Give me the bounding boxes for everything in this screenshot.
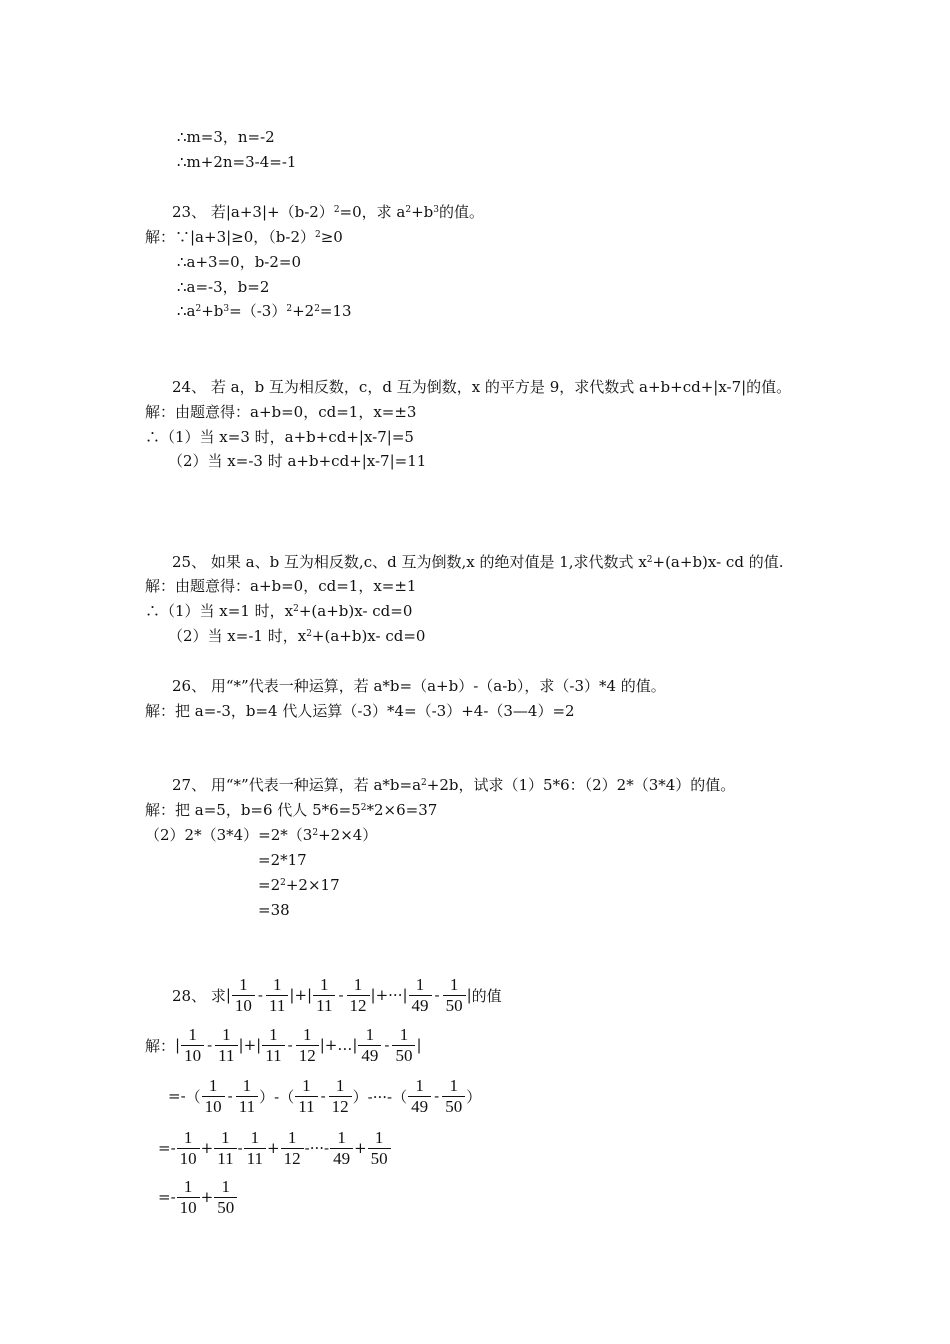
fraction bbox=[262, 1025, 284, 1066]
fraction-numerator: 1 bbox=[313, 975, 335, 996]
fraction bbox=[215, 1025, 237, 1066]
fraction-numerator: 1 bbox=[442, 1076, 465, 1097]
solution-line: =38 bbox=[258, 901, 290, 919]
fraction bbox=[266, 975, 288, 1016]
absolute-bar: | bbox=[225, 986, 231, 1004]
question-23: 23、 若$|a+3|+(b-2)^2=0$，求 $a^2+b^3$的值。 bbox=[172, 203, 485, 221]
absolute-bar: | bbox=[289, 986, 295, 1004]
math-text: ）-···-（ bbox=[352, 1087, 408, 1106]
question-27: 27、 用“*”代表一种运算，若 $a*b=a^2+2b$，试求（1）5*6：（2）2*（3*4）的值。 bbox=[172, 776, 736, 794]
math-text: - bbox=[227, 1087, 233, 1105]
fraction-numerator: 1 bbox=[296, 1025, 319, 1046]
fraction bbox=[177, 1128, 200, 1169]
fraction-numerator: 1 bbox=[358, 1025, 381, 1046]
fraction-denominator: 12 bbox=[349, 995, 367, 1015]
fraction-numerator: 1 bbox=[214, 1128, 236, 1149]
fraction-denominator: 49 bbox=[411, 995, 429, 1015]
fraction-denominator: 10 bbox=[234, 995, 252, 1015]
fraction bbox=[295, 1076, 317, 1117]
math-text: - bbox=[434, 1087, 440, 1105]
solution-line: 解：把 a=5，b=6 代人 $5*6=5^2*2\times 6=37$ bbox=[145, 801, 438, 819]
solution-line: ∴m=3，n=-2 bbox=[177, 128, 275, 146]
math-text: ） bbox=[259, 1087, 275, 1106]
fraction-denominator: 12 bbox=[283, 1148, 301, 1168]
solution-line: =2*17 bbox=[258, 851, 307, 869]
solution-line: $\therefore a^2+b^3=(-3)^2+2^2=13$ bbox=[177, 302, 352, 320]
fraction bbox=[214, 1177, 237, 1218]
absolute-bar: | bbox=[402, 986, 408, 1004]
fraction-numerator: 1 bbox=[392, 1025, 415, 1046]
fraction-numerator: 1 bbox=[232, 975, 255, 996]
fraction-denominator: 12 bbox=[331, 1096, 349, 1116]
solution-line: ∴（1）当 x=3 时，a+b+cd+|x-7|=5 bbox=[145, 428, 414, 446]
fraction bbox=[330, 1128, 353, 1169]
solution-line: （2）当 x=-1 时，$x^2+(a+b)x-$ cd=0 bbox=[168, 627, 426, 645]
fraction bbox=[177, 1177, 200, 1218]
absolute-bar: | bbox=[352, 1036, 358, 1054]
fraction-numerator: 1 bbox=[368, 1128, 391, 1149]
math-text: -···- bbox=[304, 1139, 330, 1157]
solution-line: ∴a=-3，b=2 bbox=[177, 278, 270, 296]
fraction-denominator: 11 bbox=[218, 1045, 235, 1065]
math-text: + bbox=[200, 1139, 214, 1157]
math-text: - bbox=[287, 1036, 293, 1054]
fraction bbox=[443, 975, 466, 1016]
fraction-numerator: 1 bbox=[408, 1076, 431, 1097]
fraction-numerator: 1 bbox=[330, 1128, 353, 1149]
fraction bbox=[358, 1025, 381, 1066]
fraction bbox=[281, 1128, 304, 1169]
math-text: - bbox=[338, 986, 344, 1004]
fraction-numerator: 1 bbox=[329, 1076, 352, 1097]
math-text: +··· bbox=[375, 986, 403, 1004]
fraction-denominator: 49 bbox=[361, 1045, 379, 1065]
fraction-numerator: 1 bbox=[266, 975, 288, 996]
fraction bbox=[408, 1076, 431, 1117]
fraction-denominator: 12 bbox=[298, 1045, 316, 1065]
solution-line bbox=[158, 1124, 392, 1172]
math-text: -（ bbox=[274, 1087, 295, 1106]
fraction bbox=[202, 1076, 225, 1117]
fraction-denominator: 11 bbox=[265, 1045, 282, 1065]
fraction bbox=[236, 1076, 258, 1117]
fraction bbox=[313, 975, 335, 1016]
math-text: - bbox=[434, 986, 440, 1004]
math-text: 的值 bbox=[471, 986, 502, 1005]
math-text: - bbox=[207, 1036, 213, 1054]
fraction-numerator: 1 bbox=[177, 1177, 200, 1198]
math-text: + bbox=[294, 986, 308, 1004]
absolute-bar: | bbox=[416, 1036, 422, 1054]
fraction-numerator: 1 bbox=[214, 1177, 237, 1198]
absolute-bar: | bbox=[175, 1036, 181, 1054]
math-text: =- bbox=[158, 1139, 176, 1157]
solution-line: 解：把 a=-3，b=4 代人运算（-3）*4=（-3）+4-（3—4）=2 bbox=[145, 702, 575, 720]
fraction-denominator: 50 bbox=[370, 1148, 388, 1168]
solution-line: ∴a+3=0，b-2=0 bbox=[177, 253, 302, 271]
fraction-denominator: 11 bbox=[316, 995, 333, 1015]
absolute-bar: | bbox=[307, 986, 313, 1004]
absolute-bar: | bbox=[466, 986, 472, 1004]
fraction bbox=[181, 1025, 204, 1066]
absolute-bar: | bbox=[370, 986, 376, 1004]
fraction-numerator: 1 bbox=[295, 1076, 317, 1097]
fraction bbox=[232, 975, 255, 1016]
math-text: =- bbox=[158, 1188, 176, 1206]
fraction-numerator: 1 bbox=[181, 1025, 204, 1046]
absolute-bar: | bbox=[319, 1036, 325, 1054]
fraction bbox=[244, 1128, 266, 1169]
absolute-bar: | bbox=[256, 1036, 262, 1054]
math-text: 解： bbox=[145, 1036, 176, 1055]
math-text: =- bbox=[168, 1087, 186, 1105]
solution-line: （2）当 x=-3 时 a+b+cd+|x-7|=11 bbox=[168, 452, 427, 470]
fraction bbox=[214, 1128, 236, 1169]
fraction-denominator: 49 bbox=[333, 1148, 351, 1168]
fraction-numerator: 1 bbox=[409, 975, 432, 996]
solution-line: $(2)2*(3*4)=2*(3^2+2\times 4)$ bbox=[145, 826, 378, 844]
math-text: + bbox=[267, 1139, 280, 1157]
fraction bbox=[329, 1076, 352, 1117]
fraction-denominator: 10 bbox=[204, 1096, 222, 1116]
solution-line: ∴（1）当 x=1 时，$x^2+(a+b)x-$ cd=0 bbox=[145, 602, 413, 620]
solution-line bbox=[168, 1072, 481, 1120]
fraction-denominator: 10 bbox=[179, 1148, 197, 1168]
fraction-denominator: 11 bbox=[217, 1148, 234, 1168]
fraction-denominator: 11 bbox=[238, 1096, 256, 1116]
solution-line: ∴m+2n=3-4=-1 bbox=[177, 153, 297, 171]
fraction-denominator: 11 bbox=[298, 1096, 315, 1116]
fraction-numerator: 1 bbox=[262, 1025, 284, 1046]
math-text: 28、 求 bbox=[172, 986, 226, 1005]
math-text: + bbox=[354, 1139, 367, 1157]
fraction-numerator: 1 bbox=[177, 1128, 200, 1149]
question-25: 25、 如果 a、b 互为相反数,c、d 互为倒数,x 的绝对值是 1,求代数式 $x^2+(a+b)x-$ cd 的值. bbox=[172, 553, 784, 571]
fraction-denominator: 11 bbox=[246, 1148, 264, 1168]
fraction-numerator: 1 bbox=[202, 1076, 225, 1097]
solution-line: 解：由题意得：a+b=0，cd=1，x=±3 bbox=[145, 403, 417, 421]
fraction-numerator: 1 bbox=[443, 975, 466, 996]
fraction-numerator: 1 bbox=[236, 1076, 258, 1097]
math-text: - bbox=[237, 1139, 243, 1157]
fraction-numerator: 1 bbox=[281, 1128, 304, 1149]
math-text: - bbox=[257, 986, 263, 1004]
solution-line: 解：∵|a+3|≥0，$(b-2)^2\ge 0$ bbox=[145, 228, 343, 246]
fraction-denominator: 11 bbox=[269, 995, 286, 1015]
solution-line: $=2^2+2\times 17$ bbox=[258, 876, 340, 894]
fraction-numerator: 1 bbox=[244, 1128, 266, 1149]
fraction-denominator: 10 bbox=[179, 1197, 197, 1217]
fraction bbox=[368, 1128, 391, 1169]
question-26: 26、 用“*”代表一种运算，若 a*b=（a+b）-（a-b），求（-3）*4 的值。 bbox=[172, 677, 666, 695]
fraction bbox=[347, 975, 370, 1016]
fraction-denominator: 50 bbox=[445, 1096, 463, 1116]
fraction bbox=[296, 1025, 319, 1066]
solution-line bbox=[145, 1021, 422, 1069]
math-text: - bbox=[320, 1087, 326, 1105]
fraction bbox=[392, 1025, 415, 1066]
solution-line bbox=[158, 1173, 238, 1221]
question-28 bbox=[172, 971, 502, 1019]
math-text: + bbox=[243, 1036, 257, 1054]
math-text: +… bbox=[324, 1036, 353, 1054]
fraction-denominator: 50 bbox=[445, 995, 463, 1015]
fraction-denominator: 50 bbox=[395, 1045, 413, 1065]
fraction-denominator: 50 bbox=[217, 1197, 235, 1217]
fraction-numerator: 1 bbox=[215, 1025, 237, 1046]
absolute-bar: | bbox=[238, 1036, 244, 1054]
fraction bbox=[442, 1076, 465, 1117]
solution-line: 解：由题意得：a+b=0，cd=1，x=±1 bbox=[145, 577, 417, 595]
math-text: - bbox=[384, 1036, 390, 1054]
question-24: 24、 若 a，b 互为相反数，c，d 互为倒数，x 的平方是 9，求代数式 a+b+cd+|x-7|的值。 bbox=[172, 378, 792, 396]
math-text: + bbox=[200, 1188, 214, 1206]
math-text: （ bbox=[185, 1087, 201, 1106]
math-text: ） bbox=[466, 1087, 482, 1106]
fraction bbox=[409, 975, 432, 1016]
fraction-numerator: 1 bbox=[347, 975, 370, 996]
fraction-denominator: 49 bbox=[411, 1096, 429, 1116]
fraction-denominator: 10 bbox=[184, 1045, 202, 1065]
